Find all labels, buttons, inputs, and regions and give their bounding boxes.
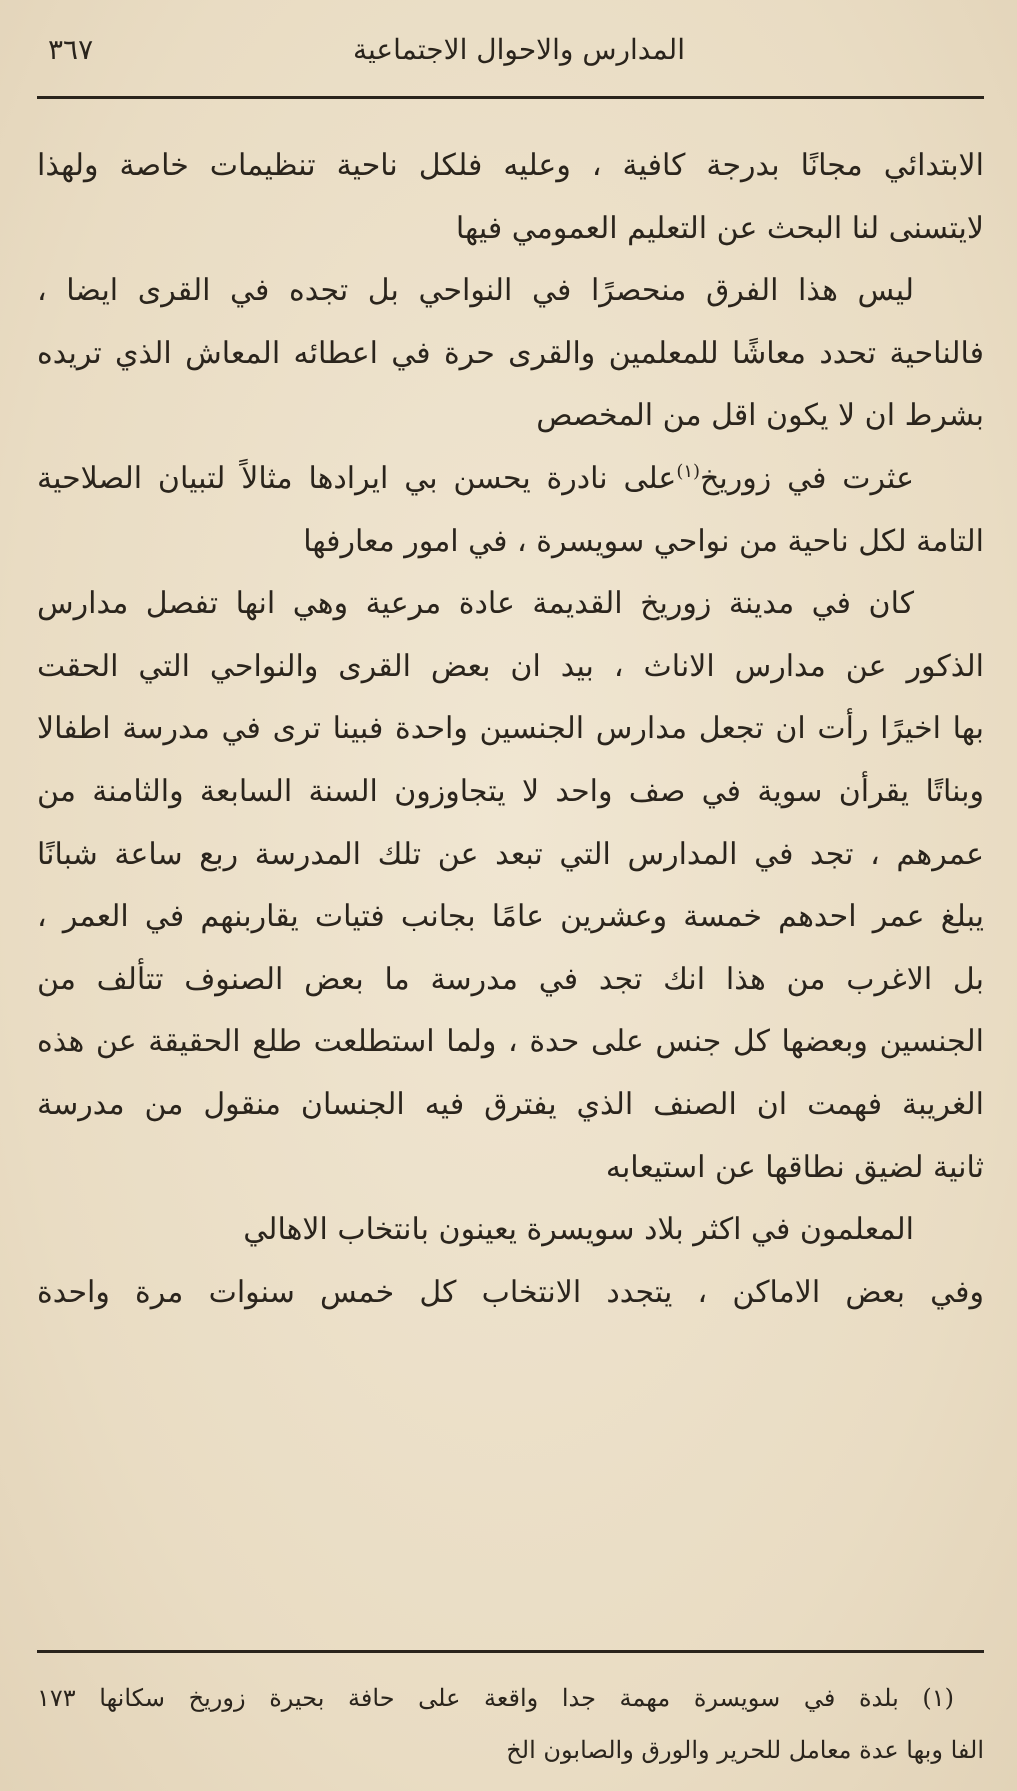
header-rule xyxy=(37,96,984,99)
running-head: المدارس والاحوال الاجتماعية xyxy=(352,33,685,66)
text-line: بشرط ان لا يكون اقل من المخصص xyxy=(536,398,984,434)
text-line: ثانية لضيق نطاقها عن استيعابه xyxy=(605,1149,984,1185)
text-segment: على نادرة يحسن بي ايرادها مثالاً لتبيان الصلاحية xyxy=(37,460,677,496)
footnote-line: الفا وبها عدة معامل للحرير والورق والصابون الخ xyxy=(506,1736,984,1764)
text-segment: عثرت في زوريخ xyxy=(700,460,915,496)
text-line: المعلمون في اكثر بلاد سويسرة يعينون بانتخاب الاهالي xyxy=(243,1212,914,1248)
text-line: الذكور عن مدارس الاناث ، بيد ان بعض القرى والنواحي التي الحقت xyxy=(37,648,984,684)
text-line: وبناتًا يقرأن سوية في صف واحد لا يتجاوزون السنة السابعة والثامنة من xyxy=(37,773,984,809)
text-line: الجنسين وبعضها كل جنس على حدة ، ولما استطلعت طلع الحقيقة عن هذه xyxy=(37,1024,984,1060)
text-line: يبلغ عمر احدهم خمسة وعشرين عامًا بجانب فتيات يقاربنهم في العمر ، xyxy=(37,899,984,935)
footnote xyxy=(37,1672,984,1776)
text-line-with-footnote xyxy=(37,448,984,511)
text-line: الغريبة فهمت ان الصنف الذي يفترق فيه الجنسان منقول من مدرسة xyxy=(37,1086,984,1122)
footnote-reference: (١) xyxy=(676,460,701,482)
text-line: وفي بعض الاماكن ، يتجدد الانتخاب كل خمس سنوات مرة واحدة xyxy=(37,1274,984,1310)
page-header xyxy=(40,28,985,78)
text-line: كان في مدينة زوريخ القديمة عادة مرعية وهي انها تفصل مدارس xyxy=(37,586,914,622)
body-text xyxy=(37,135,984,1324)
text-line: بل الاغرب من هذا انك تجد في مدرسة ما بعض الصنوف تتألف من xyxy=(37,961,984,997)
text-line: الابتدائي مجانًا بدرجة كافية ، وعليه فلكل ناحية تنظيمات خاصة ولهذا xyxy=(37,148,984,183)
text-line: عمرهم ، تجد في المدارس التي تبعد عن تلك المدرسة ربع ساعة شبانًا xyxy=(37,836,984,872)
text-line: التامة لكل ناحية من نواحي سويسرة ، في امور معارفها xyxy=(303,523,984,559)
text-line: لايتسنى لنا البحث عن التعليم العمومي فيها xyxy=(455,210,984,246)
footnote-line: (١) بلدة في سويسرة مهمة جدا واقعة على حافة بحيرة زوريخ سكانها ١٧٣ xyxy=(37,1684,954,1712)
text-line: بها اخيرًا رأت ان تجعل مدارس الجنسين واحدة فبينا ترى في مدرسة اطفالا xyxy=(37,711,984,747)
page-number: ٣٦٧ xyxy=(48,33,94,66)
text-line: ليس هذا الفرق منحصرًا في النواحي بل تجده في القرى ايضا ، xyxy=(37,273,914,309)
footnote-rule xyxy=(37,1650,984,1653)
text-line: فالناحية تحدد معاشًا للمعلمين والقرى حرة في اعطائه المعاش الذي تريده xyxy=(37,335,984,371)
